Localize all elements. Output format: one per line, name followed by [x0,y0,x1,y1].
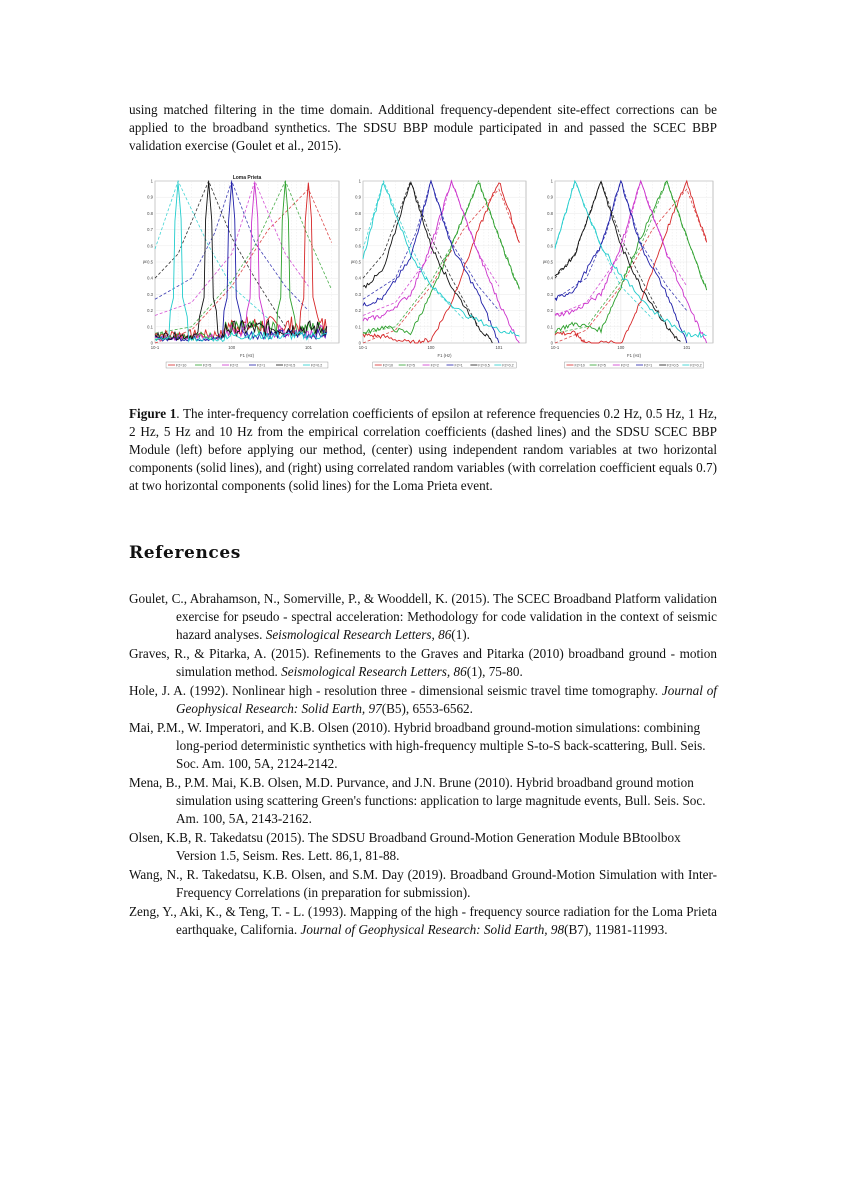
x-tick-label: 101 [304,345,312,350]
legend-label: F2=10 [176,363,187,368]
y-axis-label: ρε [350,259,355,264]
x-axis-label: F1 (Hz) [437,353,452,358]
chart-left [138,172,343,372]
y-tick-label: 1 [358,178,361,184]
y-tick-label: 0.4 [147,275,153,281]
reference-tail: (B5), 6553-6562. [381,701,473,716]
figure-caption [129,405,717,495]
reference-item [129,866,717,902]
reference-item [129,645,717,681]
reference-text: Zeng, Y., Aki, K., & Teng, T. - L. (1993). Mapping of the high - frequency source radiation for the Loma Prieta earthquake, California. [129,904,717,937]
y-tick-label: 0 [358,340,361,346]
references-heading: References [129,543,241,563]
reference-tail: (B7), 11981-11993. [564,922,668,937]
y-tick-label: 0.9 [547,194,553,200]
y-tick-label: 0.7 [147,227,153,233]
y-tick-label: 0.6 [147,243,153,249]
reference-text: Mena, B., P.M. Mai, K.B. Olsen, M.D. Purvance, and J.N. Brune (2010). Hybrid broadband ground motion simulation using scattering Green's functions: application to large magnitude events, Bull. Seis. Soc. Am. 100, 5A, 2143-2162. [129,775,706,826]
reference-item [129,719,717,773]
y-tick-label: 0.5 [355,259,361,265]
figure-caption-text: . The inter-frequency correlation coefficients of epsilon at reference frequencies 0.2 Hz, 0.5 Hz, 1 Hz, 2 Hz, 5 Hz and 10 Hz from the empirical correlation coefficients (dashed lines) and the SDSU SCEC BBP Module (left) before applying our method, (center) using independent random variables at two horizontal components (solid lines), and (right) using correlated random variables (with correlation coefficient equals 0.7) at two horizontal components (solid lines) for the Loma Prieta event. [129,406,717,493]
legend-label: F2=1 [454,363,463,368]
chart-title: Loma Prieta [232,175,262,181]
legend-label: F2=2 [430,363,439,368]
y-tick-label: 1 [550,178,553,184]
y-tick-label: 0.3 [355,291,361,297]
legend-label: F2=0.5 [283,363,296,368]
legend-label: F2=10 [382,363,394,368]
legend-label: F2=1 [257,363,266,368]
reference-journal: Journal of Geophysical Research: Solid Earth, 98 [300,922,565,937]
y-tick-label: 0.6 [547,243,553,249]
y-tick-label: 0.5 [147,259,153,265]
figure-panel-center [348,172,538,377]
legend-label: F2=0.2 [310,363,323,368]
y-tick-label: 0 [150,340,153,346]
y-tick-label: 0.1 [147,324,153,330]
reference-text: Goulet, C., Abrahamson, N., Somerville, P., & Wooddell, K. (2015). The SCEC Broadband Platform validation exercise for pseudo - spectral acceleration: Methodology for code validation in the context of seismic hazard analyses. [129,591,717,642]
legend-label: F2=10 [574,363,585,368]
y-axis-label: ρε [542,259,547,264]
y-tick-label: 0.6 [355,243,361,249]
y-tick-label: 0.8 [355,210,361,216]
reference-text: Olsen, K.B, R. Takedatsu (2015). The SDSU Broadband Ground-Motion Generation Module BBtoolbox Version 1.5, Seism. Res. Lett. 86,1, 81-88. [129,830,681,863]
y-tick-label: 0.8 [547,210,553,216]
y-axis-label: ρε [142,259,147,264]
x-tick-label: 100 [427,345,435,350]
reference-text: Wang, N., R. Takedatsu, K.B. Olsen, and S.M. Day (2019). Broadband Ground-Motion Simulation with Inter-Frequency Correlations (in preparation for submission). [129,867,717,900]
x-tick-label: 10-1 [358,345,368,350]
reference-journal: Journal of Geophysical Research: Solid Earth, 97 [176,683,717,716]
legend-label: F2=2 [620,363,630,368]
reference-text: Graves, R., & Pitarka, A. (2015). Refinements to the Graves and Pitarka (2010) broadband ground - motion simulation method. [129,646,717,679]
reference-item [129,590,717,644]
x-tick-label: 10-1 [550,345,560,350]
legend-label: F2=2 [230,363,239,368]
x-axis-label: F1 (Hz) [240,353,254,358]
reference-item [129,903,717,939]
y-tick-label: 0.7 [355,227,361,233]
x-tick-label: 10-1 [150,345,160,350]
y-tick-label: 0.5 [547,259,553,265]
figure-panel-left [138,172,343,377]
legend-label: F2=0.5 [667,363,679,368]
chart-center [348,172,538,372]
y-tick-label: 0.2 [547,308,553,314]
reference-tail: (1), 75-80. [466,664,523,679]
y-tick-label: 0.8 [147,210,153,216]
x-axis-label: F1 (Hz) [627,353,641,358]
reference-tail: (1). [451,627,470,642]
x-tick-label: 100 [228,345,236,350]
y-tick-label: 0.3 [547,291,553,297]
reference-item [129,829,717,865]
y-tick-label: 0.2 [355,308,361,314]
reference-item [129,682,717,718]
reference-journal: Seismological Research Letters, 86 [281,664,467,679]
chart-right [540,172,725,372]
x-tick-label: 101 [495,345,503,350]
y-tick-label: 0.7 [547,227,553,233]
legend-label: F2=1 [644,363,653,368]
y-tick-label: 0.4 [547,275,553,281]
reference-text: Hole, J. A. (1992). Nonlinear high - resolution three - dimensional seismic travel time tomography. [129,683,662,698]
legend-label: F2=0.5 [478,363,490,368]
reference-text: Mai, P.M., W. Imperatori, and K.B. Olsen (2010). Hybrid broadband ground-motion simulations: combining long-period deterministic synthetics with high-frequency multiple S-to-S back-scattering, Bull. Seis. Soc. Am. 100, 5A, 2124-2142. [129,720,706,771]
intro-paragraph: using matched filtering in the time domain. Additional frequency-dependent site-effect corrections can be applied to the broadband synthetics. The SDSU BBP module participated in and passed the SCEC BBP validation exercise (Goulet et al., 2015). [129,102,717,153]
x-tick-label: 100 [617,345,625,350]
y-tick-label: 0.1 [547,324,553,330]
legend-label: F2=5 [203,363,212,368]
legend-label: F2=5 [406,363,415,368]
figure-panel-right [540,172,725,377]
reference-journal: Seismological Research Letters, 86 [265,627,452,642]
y-tick-label: 0.3 [147,291,153,297]
y-tick-label: 0.9 [355,194,361,200]
y-tick-label: 0.9 [147,194,153,200]
legend-label: F2=0.2 [690,363,702,368]
legend-label: F2=5 [597,363,606,368]
x-tick-label: 101 [683,345,691,350]
y-tick-label: 0 [550,340,553,346]
y-tick-label: 0.1 [355,324,361,330]
y-tick-label: 1 [150,178,153,184]
figure-caption-label: Figure 1 [129,406,177,421]
references-list [129,590,717,940]
y-tick-label: 0.4 [355,275,361,281]
legend-label: F2=0.2 [502,363,514,368]
reference-item [129,774,717,828]
y-tick-label: 0.2 [147,308,153,314]
